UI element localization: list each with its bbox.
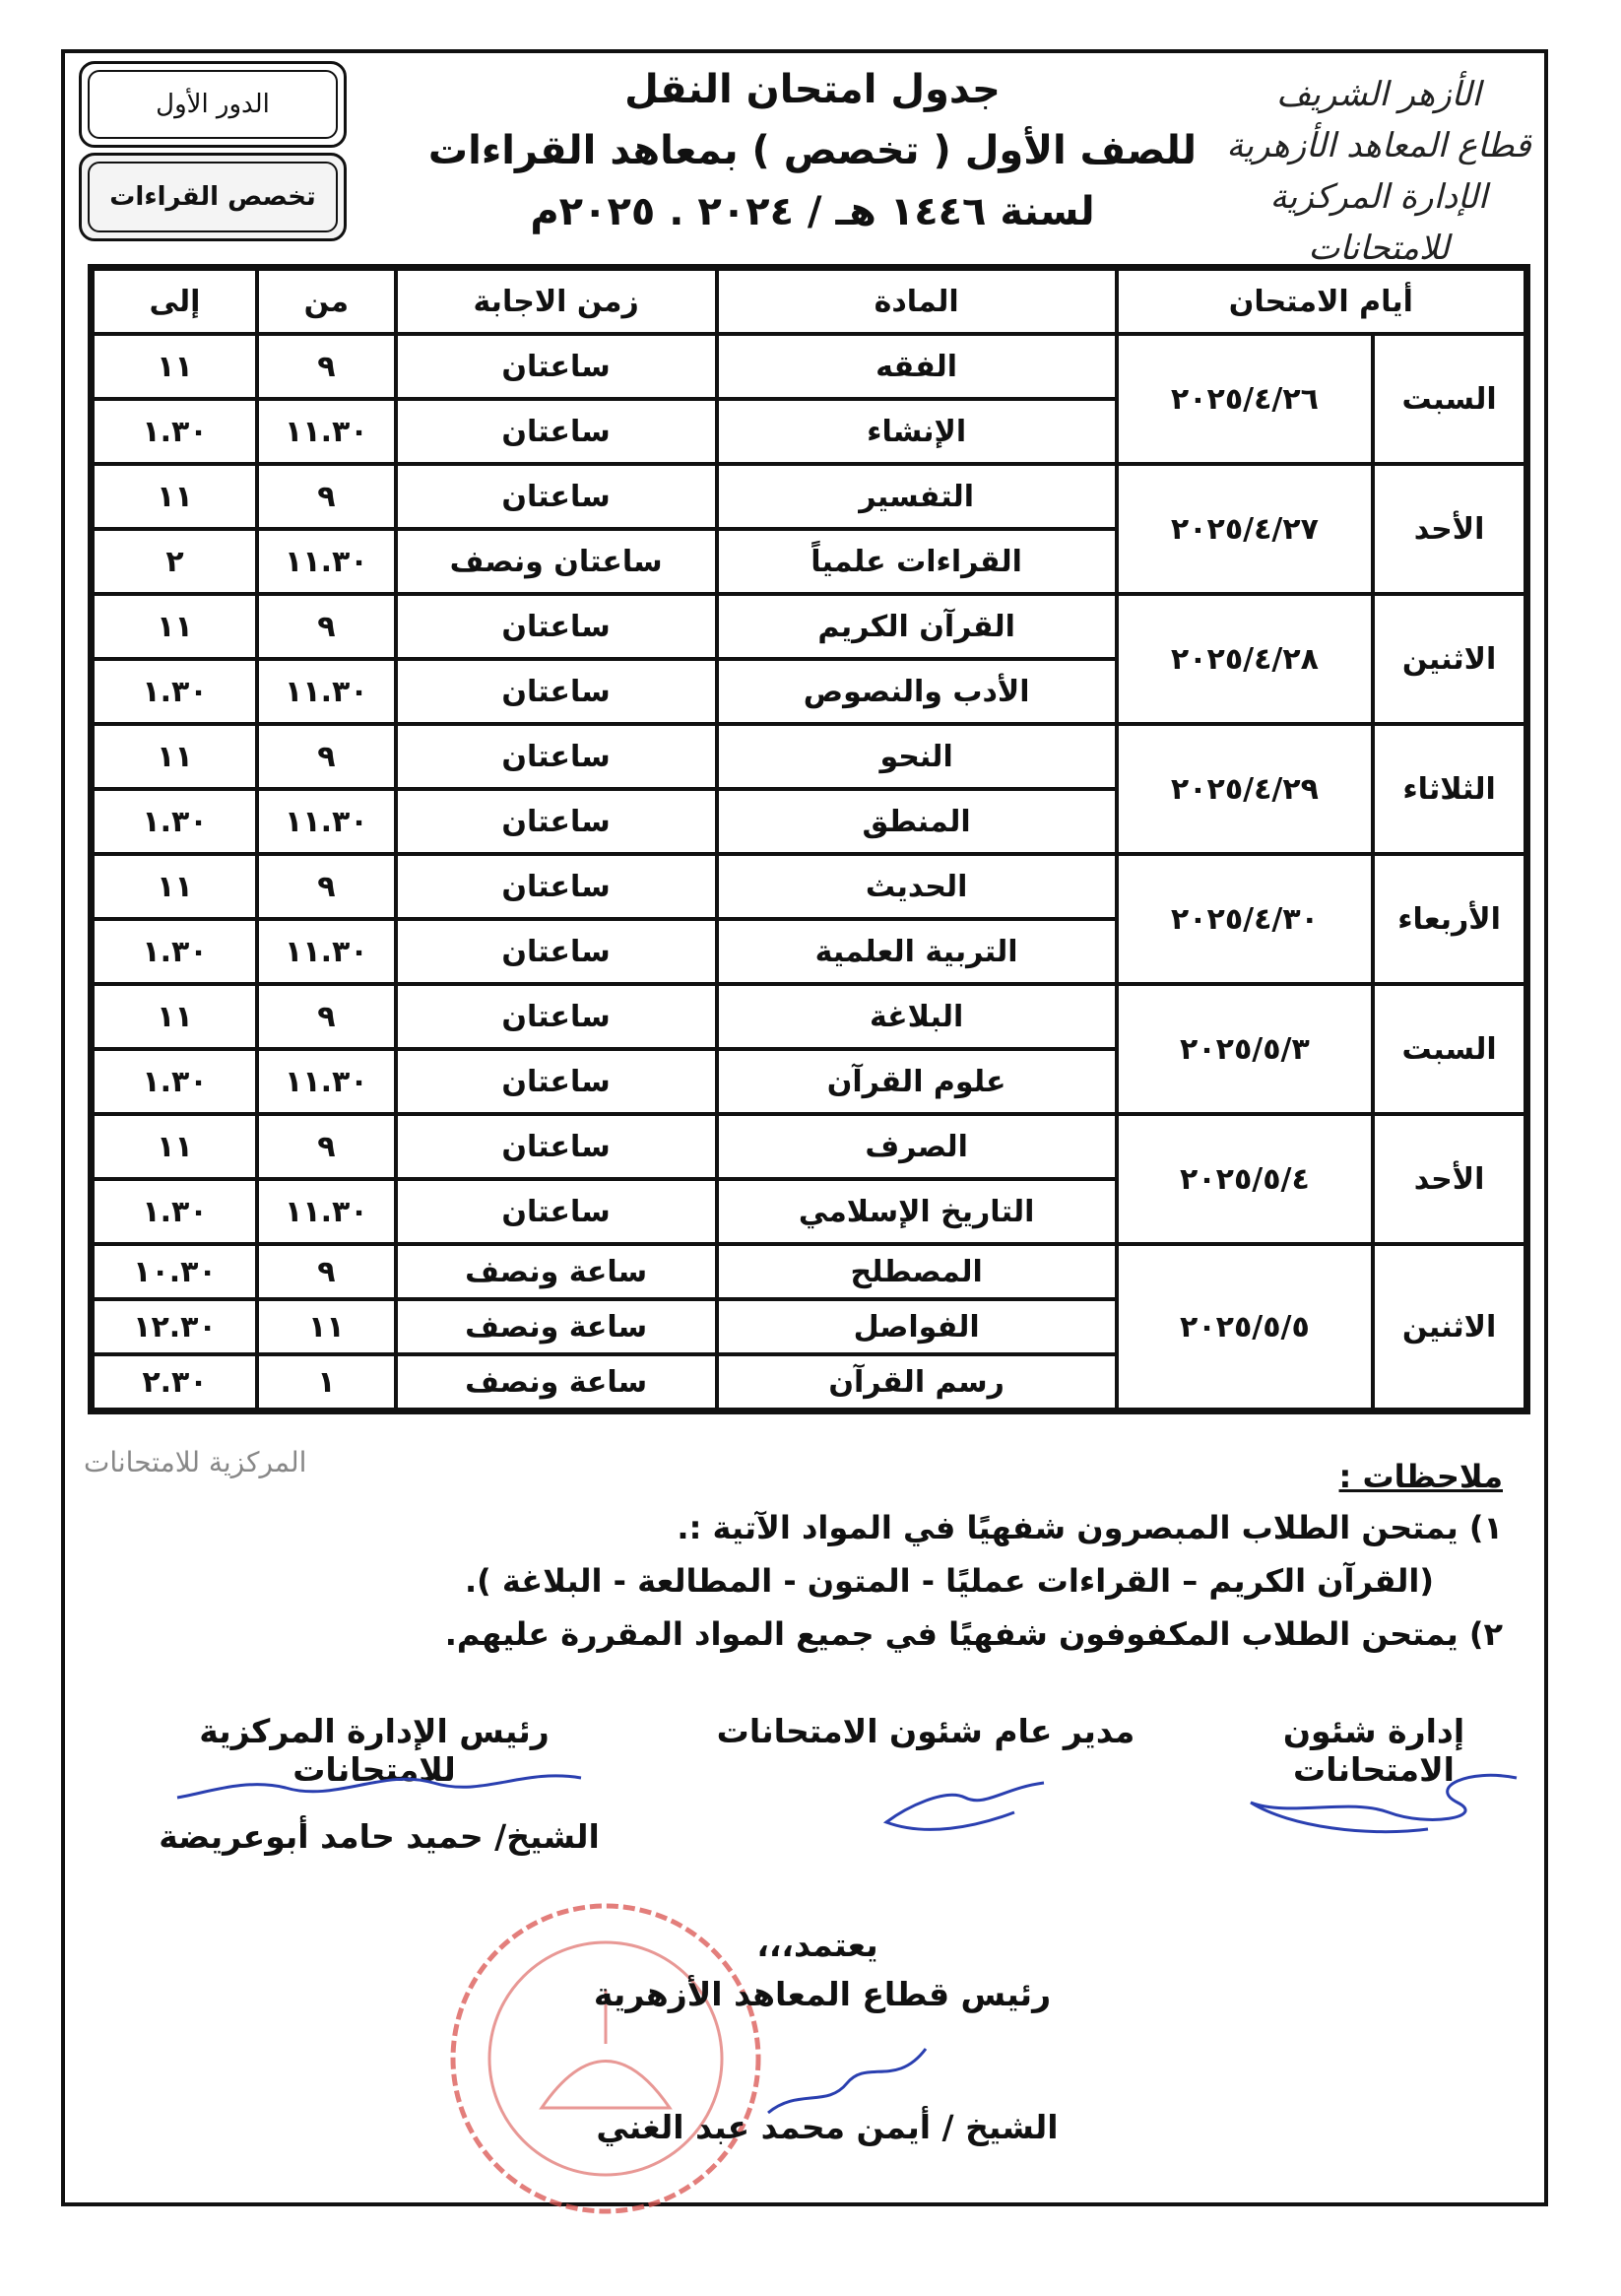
subject-cell: رسم القرآن [717,1354,1117,1410]
central-head-signature [167,1758,591,1817]
duration-cell: ساعتان [396,919,717,984]
note-1: ١) يمتحن الطلاب المبصرون شفهيًا في المواد الآتية :. [677,1509,1503,1546]
specialty-box [79,153,347,241]
table-body [93,334,1525,1410]
to-cell: ١١ [93,1114,257,1179]
duration-cell: ساعتان [396,334,717,399]
day-name: السبت [1373,334,1525,464]
sector-head-name: الشيخ / أيمن محمد عبد الغني [596,2108,1059,2146]
specialty-label: تخصص القراءات [109,182,316,212]
from-cell: ١١.٣٠ [257,789,396,854]
central-head-title: رئيس الإدارة المركزية للامتحانات [199,1712,550,1789]
duration-cell: ساعتان [396,1049,717,1114]
duration-cell: ساعتان [396,854,717,919]
duration-cell: ساعتان [396,464,717,529]
from-cell: ٩ [257,1244,396,1299]
to-cell: ١٠.٣٠ [93,1244,257,1299]
to-cell: ١.٣٠ [93,1049,257,1114]
page-subtitle: للصف الأول ( تخصص ) بمعاهد القراءات [427,128,1198,173]
exams-admin-title: إدارة شئون الامتحانات [1282,1712,1465,1789]
duration-cell: ساعتان [396,1114,717,1179]
central-head-name: الشيخ/ حميد حامد أبوعريضة [159,1817,600,1856]
approve-label: يعتمد،،، [756,1926,878,1964]
exam-date: ٢٠٢٥/٤/٢٩ [1117,724,1373,854]
header-duration: زمن الاجابة [396,269,717,334]
to-cell: ١١ [93,334,257,399]
from-cell: ١١.٣٠ [257,1179,396,1244]
from-cell: ١١ [257,1299,396,1354]
to-cell: ١.٣٠ [93,1179,257,1244]
subject-cell: الحديث [717,854,1117,919]
day-name: الاثنين [1373,594,1525,724]
sector-head-title: رئيس قطاع المعاهد الأزهرية [593,1975,1052,2013]
exam-date: ٢٠٢٥/٥/٥ [1117,1244,1373,1410]
subject-cell: القراءات علمياً [717,529,1117,594]
notes-section [124,1458,1503,1663]
subject-cell: المنطق [717,789,1117,854]
duration-cell: ساعتان [396,724,717,789]
to-cell: ٢.٣٠ [93,1354,257,1410]
from-cell: ١١.٣٠ [257,1049,396,1114]
from-cell: ١١.٣٠ [257,399,396,464]
logo-line-1: الأزهر الشريف [1276,75,1481,114]
duration-cell: ساعتان [396,659,717,724]
to-cell: ٢ [93,529,257,594]
day-name: الثلاثاء [1373,724,1525,854]
exam-date: ٢٠٢٥/٤/٢٦ [1117,334,1373,464]
from-cell: ١١.٣٠ [257,659,396,724]
exam-date: ٢٠٢٥/٤/٣٠ [1117,854,1373,984]
duration-cell: ساعتان [396,1179,717,1244]
to-cell: ١١ [93,984,257,1049]
notes-heading: ملاحظات : [1338,1458,1503,1495]
header-days: أيام الامتحان [1117,269,1525,334]
azhar-logo [1216,69,1541,268]
exam-date: ٢٠٢٥/٤/٢٨ [1117,594,1373,724]
exams-admin-signature [1231,1758,1526,1847]
academic-year: لسنة ١٤٤٦ هـ / ٢٠٢٤ . ٢٠٢٥م [530,189,1095,234]
day-name: الأحد [1373,464,1525,594]
subject-cell: التفسير [717,464,1117,529]
exam-date: ٢٠٢٥/٥/٣ [1117,984,1373,1114]
duration-cell: ساعتان ونصف [396,529,717,594]
subject-cell: القرآن الكريم [717,594,1117,659]
subject-cell: النحو [717,724,1117,789]
general-manager-title: مدير عام شئون الامتحانات [716,1712,1135,1750]
from-cell: ٩ [257,984,396,1049]
table-header-row [93,269,1525,334]
from-cell: ٩ [257,334,396,399]
table-row [93,464,1525,529]
header-from: من [257,269,396,334]
stamp-text: المركزية للامتحانات [84,1446,307,1478]
to-cell: ١.٣٠ [93,399,257,464]
to-cell: ١١ [93,464,257,529]
round-box [79,61,347,148]
subject-cell: الصرف [717,1114,1117,1179]
day-name: الأربعاء [1373,854,1525,984]
subject-cell: الأدب والنصوص [717,659,1117,724]
header-to: إلى [93,269,257,334]
duration-cell: ساعة ونصف [396,1244,717,1299]
round-label: الدور الأول [156,90,270,119]
duration-cell: ساعتان [396,984,717,1049]
table-row [93,594,1525,659]
logo-line-3: الإدارة المركزية للامتحانات [1269,177,1488,268]
duration-cell: ساعة ونصف [396,1354,717,1410]
subject-cell: الفقه [717,334,1117,399]
from-cell: ١ [257,1354,396,1410]
to-cell: ١٢.٣٠ [93,1299,257,1354]
from-cell: ١١.٣٠ [257,529,396,594]
day-name: الأحد [1373,1114,1525,1244]
from-cell: ٩ [257,1114,396,1179]
table-row [93,854,1525,919]
sector-head-signature [748,2029,945,2118]
note-2: ٢) يمتحن الطلاب المكفوفون شفهيًا في جميع المواد المقررة عليهم. [444,1615,1503,1653]
from-cell: ٩ [257,464,396,529]
duration-cell: ساعة ونصف [396,1299,717,1354]
duration-cell: ساعتان [396,789,717,854]
exam-date: ٢٠٢٥/٤/٢٧ [1117,464,1373,594]
logo-line-2: قطاع المعاهد الأزهرية [1226,126,1531,165]
table-row [93,984,1525,1049]
subject-cell: البلاغة [717,984,1117,1049]
day-name: السبت [1373,984,1525,1114]
exam-date: ٢٠٢٥/٥/٤ [1117,1114,1373,1244]
to-cell: ١١ [93,594,257,659]
table-row [93,724,1525,789]
note-1-list: (القرآن الكريم – القراءات عمليًا - المتون - المطالعة - البلاغة ). [464,1562,1434,1600]
table-row [93,1114,1525,1179]
from-cell: ٩ [257,594,396,659]
subject-cell: الإنشاء [717,399,1117,464]
header-subject: المادة [717,269,1117,334]
day-name: الاثنين [1373,1244,1525,1410]
subject-cell: الفواصل [717,1299,1117,1354]
to-cell: ١.٣٠ [93,659,257,724]
from-cell: ٩ [257,854,396,919]
subject-cell: التاريخ الإسلامي [717,1179,1117,1244]
general-manager-signature [867,1768,1064,1847]
subject-cell: المصطلح [717,1244,1117,1299]
subject-cell: التربية العلمية [717,919,1117,984]
exam-schedule-table [88,264,1530,1414]
to-cell: ١.٣٠ [93,919,257,984]
to-cell: ١١ [93,724,257,789]
from-cell: ١١.٣٠ [257,919,396,984]
duration-cell: ساعتان [396,399,717,464]
table-row [93,334,1525,399]
duration-cell: ساعتان [396,594,717,659]
title-block [394,59,1231,242]
to-cell: ١١ [93,854,257,919]
subject-cell: علوم القرآن [717,1049,1117,1114]
table-row [93,1244,1525,1299]
from-cell: ٩ [257,724,396,789]
page-title: جدول امتحان النقل [624,67,1001,112]
to-cell: ١.٣٠ [93,789,257,854]
